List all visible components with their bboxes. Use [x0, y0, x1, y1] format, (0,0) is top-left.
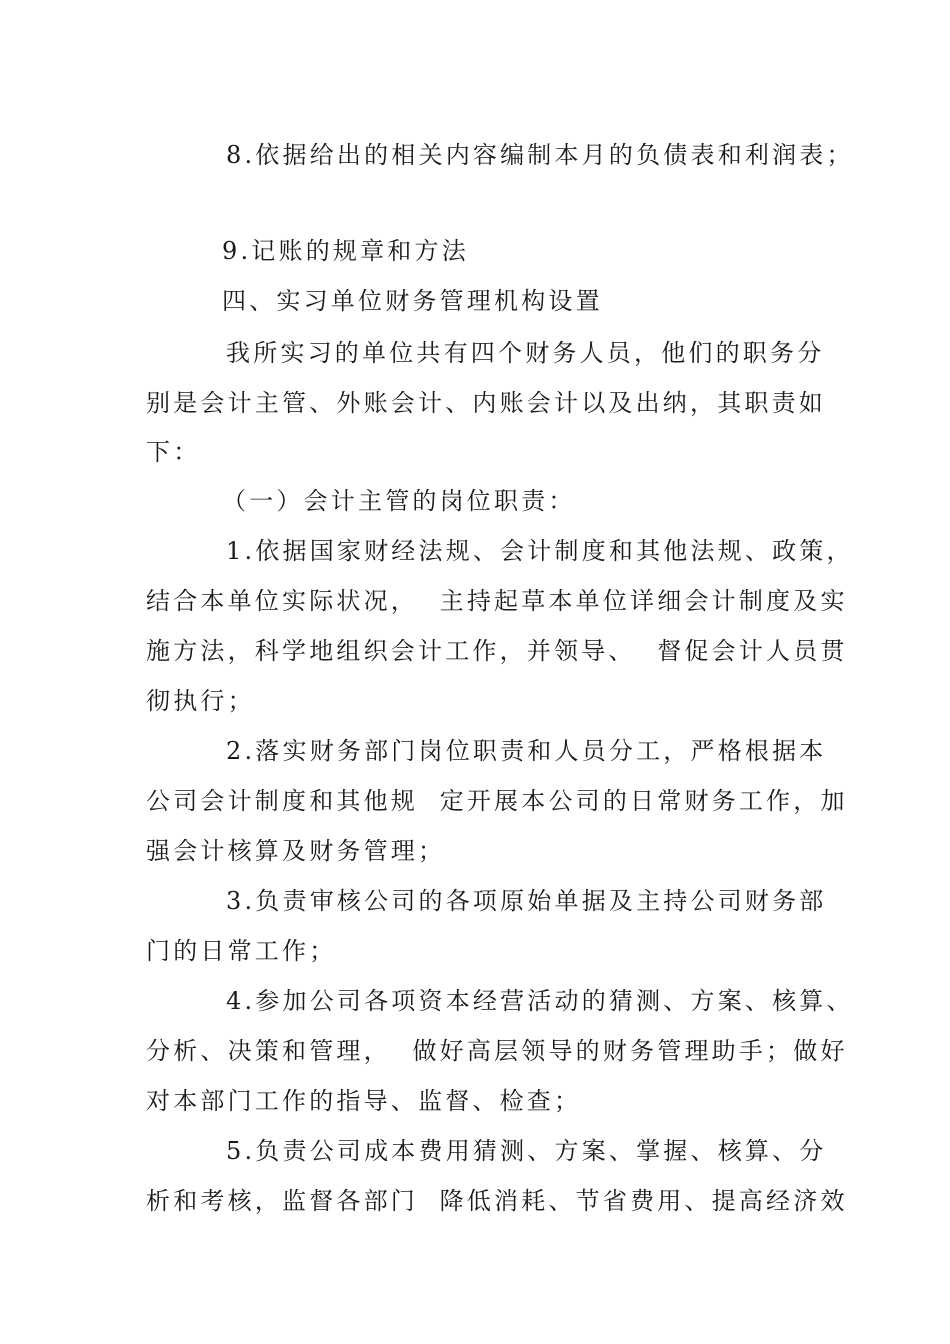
section-heading-4: 四、实习单位财务管理机构设置	[222, 287, 603, 315]
duty-4-line-3: 对本部门工作的指导、监督、检查；	[146, 1087, 582, 1115]
paragraph-intro-line-2: 别是会计主管、外账会计、内账会计以及出纳，其职责如	[146, 389, 826, 417]
duty-4-line-2: 分析、决策和管理， 做好高层领导的财务管理助手；做好	[146, 1037, 848, 1065]
item-8-line: 8.依据给出的相关内容编制本月的负债表和利润表；	[226, 141, 854, 169]
item-9-line: 9.记账的规章和方法	[222, 237, 469, 265]
duty-5-line-2: 析和考核，监督各部门 降低消耗、节省费用、提高经济效	[146, 1187, 848, 1215]
duty-1-line-2: 结合本单位实际状况， 主持起草本单位详细会计制度及实	[146, 587, 848, 615]
duty-4-line-1: 4.参加公司各项资本经营活动的猜测、方案、核算、	[226, 987, 854, 1015]
duty-2-line-1: 2.落实财务部门岗位职责和人员分工，严格根据本	[226, 737, 827, 765]
duty-1-line-1: 1.依据国家财经法规、会计制度和其他法规、政策，	[226, 537, 854, 565]
duty-3-line-2: 门的日常工作；	[146, 937, 337, 965]
duty-5-line-1: 5.负责公司成本费用猜测、方案、掌握、核算、分	[226, 1137, 827, 1165]
paragraph-intro-line-3: 下：	[146, 438, 201, 466]
duty-1-line-3: 施方法，科学地组织会计工作，并领导、 督促会计人员贯	[146, 637, 848, 665]
subsection-heading-1: （一）会计主管的岗位职责：	[222, 487, 576, 515]
duty-1-line-4: 彻执行；	[146, 687, 255, 715]
duty-2-line-3: 强会计核算及财务管理；	[146, 837, 446, 865]
duty-3-line-1: 3.负责审核公司的各项原始单据及主持公司财务部	[226, 887, 827, 915]
duty-2-line-2: 公司会计制度和其他规 定开展本公司的日常财务工作，加	[146, 787, 848, 815]
paragraph-intro-line-1: 我所实习的单位共有四个财务人员，他们的职务分	[226, 339, 825, 367]
